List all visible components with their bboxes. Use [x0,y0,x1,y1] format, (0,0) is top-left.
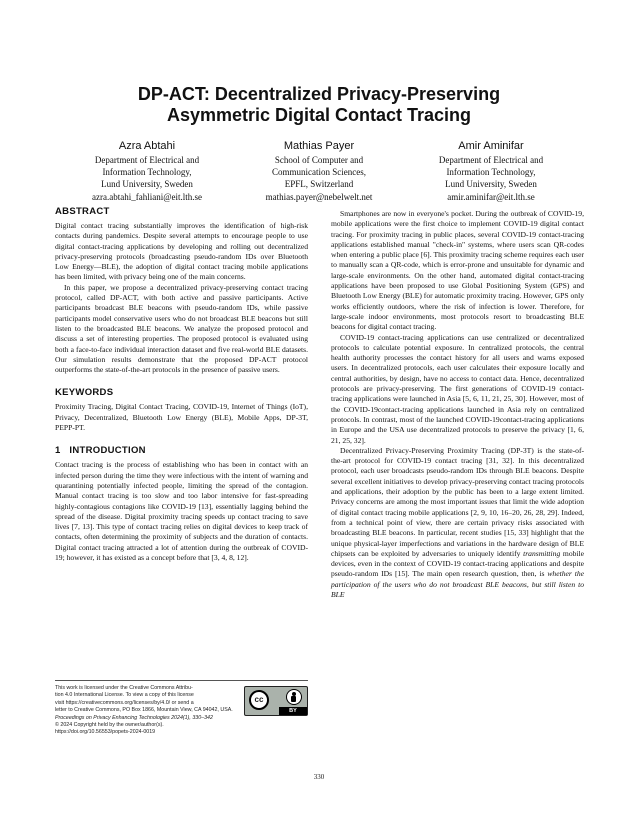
author-affiliation-line: School of Computer and [274,155,364,165]
paragraph-3-text: Decentralized Privacy-Preserving Proximity Tracing (DP-3T) is the state-of-the-art protocol for COVID-19 contact tracing [31, 32]. In this decentralized protocol, each user broadcasts pseudo-random IDs through BLE beacons. Despite several excellent initiatives to develop privacy-preserving contact tracing protocols and applications, their adoption by the public has been to a large extent limited. Privacy concerns are among the most important issues that limit the wide adoption of digital contact tracing mobile applications [2, 9, 10, 16–20, 26, 28, 29]. Indeed, from a technical point of view, there are certain privacy risks associated with broadcasting BLE beacons. In particular, recent studies [15, 33] highlight that the unique physical-layer imperfections and variations in the hardware design of BLE chipsets can be exploited by adversaries to uniquely identify [331,445,584,558]
research-question: whether the participation of the users who do not broadcast BLE beacons, but still listen to BLE [331,569,585,599]
keywords-heading: KEYWORDS [55,387,114,399]
author-3 [391,139,591,203]
paper-title [0,84,638,126]
doi-link[interactable]: https://doi.org/10.56553/popets-2024-0019 [55,729,156,736]
author-email: azra.abtahi_fahliani@eit.lth.se [92,191,202,202]
author-2 [219,139,419,203]
title-line-2: Asymmetric Digital Contact Tracing [166,105,472,125]
badge-by-label: BY [279,707,307,715]
keywords-section [55,387,308,433]
page-number: 330 [313,773,325,781]
author-affiliation-line: Department of Electrical and [438,155,544,165]
introduction-section [55,445,308,563]
author-name: Mathias Payer [283,140,355,152]
author-email: amir.aminifar@eit.lth.se [447,191,535,202]
abstract-paragraph-2: In this paper, we propose a decentralized privacy-preserving contact tracing protocol, called DP-ACT, with both active and passive participants. Active participants broadcast BLE beacons with pseudo-random IDs, while passive participants model conservative users who do not broadcast BLE beacons but still listen to the broadcasted BLE beacons. We analyze the proposed protocol and discuss a set of interesting properties. The proposed protocol is evaluated using both a face-to-face individual interaction dataset and five real-world BLE datasets. Our simulation results demonstrate that the proposed DP-ACT protocol outperforms the state-of-the-art protocols in the presence of passive users. [55,282,308,375]
author-1 [47,139,247,203]
introduction-paragraph: Contact tracing is the process of establishing who has been in contact with an infected person during the time they were infectious with the intent of warning and quarantining potentially infected people, limiting the spread of the contagion. Manual contact tracing is too slow and too labor intensive for fast-spreading highly-contagious contagions like COVID-19 [13], essentially lagging behind the spread of the disease. Digital proximity tracing speeds up contact tracing to save lives [7, 13]. This type of contact tracing relies on digital devices to keep track of contacts, often determining the proximity of subjects and the duration of contacts. Digital contact tracing attracted a lot of attention during the outbreak of COVID-19; however, it has existed as a concept before that [3, 4, 8, 12]. [55,460,308,563]
abstract-paragraph-1: Digital contact tracing substantially improves the identification of high-risk contacts during pandemics. Despite several attempts to encourage people to use digital contact-tracing applications by developing and rolling out decentralized privacy-preserving protocols (broadcasting pseudo-random IDs over Bluetooth Low Energy—BLE), the adoption of digital contact tracing mobile applications has been limited, with privacy being one of the main concerns. [55,221,308,282]
introduction-heading: 1 INTRODUCTION [55,445,146,457]
proceedings-line: Proceedings on Privacy Enhancing Technologies 2024(1), 330–342 [55,714,213,721]
author-affiliation-line: Communication Sciences, [272,167,366,178]
author-affiliation-line: Information Technology, [102,167,192,178]
body-paragraph-3 [331,446,584,600]
license-line: This work is licensed under the Creative Commons Attribu- [55,685,193,691]
author-email: mathias.payer@nebelwelt.net [265,191,373,202]
cc-by-license-icon[interactable] [244,686,308,716]
author-name: Amir Aminifar [458,140,524,152]
license-text [55,685,240,707]
keywords-text: Proximity Tracing, Digital Contact Tracing, COVID-19, Internet of Things (IoT), Privacy, Decentralized, Bluetooth Low Energy (BLE), Mobile Apps, DP-3T, PEPP-PT. [55,402,308,433]
paragraph-3-tail: mobile devices, even in the context of COVID-19 contact-tracing applications and despite pseudo-random IDs [15]. The main open research question, then, is [331,548,584,579]
left-column [55,206,308,563]
author-name: Azra Abtahi [118,140,176,152]
right-column [331,209,584,600]
copyright-line: © 2024 Copyright held by the owner/author(s). [55,722,164,729]
body-paragraph-2: COVID-19 contact-tracing applications can use centralized or decentralized protocols to calculate potential exposure. In centralized protocols, the central health authority processes the contact history for all users and warns exposed users. In decentralized protocols, each user calculates their exposure locally and central authorities, by design, have no access to contact data. Hence, decentralized protocols are privacy-preserving. The first generations of COVID-19 contact-tracing applications were launched in Asia [5, 6, 11, 21, 25, 30]. However, most of the COVID-19contact-tracing applications launched in Asia rely on centralized protocols. In contrast, most of the launched COVID-19contact-tracing applications in Europe and the USA use decentralized protocols to preserve the privacy [1, 6, 21, 25, 32]. [331,332,584,445]
license-footnote [55,680,308,737]
author-affiliation-line: Lund University, Sweden [445,179,537,190]
author-affiliation-line: Information Technology, [446,167,536,178]
emphasis-transmitting: transmitting [523,548,561,558]
author-affiliation-line: EPFL, Switzerland [284,179,354,190]
creative-commons-icon: cc [249,690,269,710]
title-line-1: DP-ACT: Decentralized Privacy-Preserving [137,84,501,104]
author-affiliation-line: Lund University, Sweden [101,179,193,190]
abstract-heading: ABSTRACT [55,206,110,217]
body-paragraph-1: Smartphones are now in everyone's pocket. During the outbreak of COVID-19, mobile applications were the first choice to implement COVID-19 digital contact tracing. For proximity tracing in public places, several COVID-19 contact-tracing applications established manual "check-in" systems, where users scan QR-codes when entering a public place [6]. This proximity tracing scheme requires each user to manually scan a QR-code, which is error-prone and unsuitable for dynamic and large-scale environments. On the other hand, automated digital contact-tracing applications have been proposed to use Global Positioning System (GPS) and Bluetooth Low Energy (BLE) for automatic proximity tracing. However, GPS only works efficiently outdoors, where the risk of infection is lower. Therefore, for large-scale indoor environments, most protocols resort to broadcasting BLE beacons for digital contact tracing. [331,209,584,332]
license-line: visit https://creativecommons.org/licenses/by/4.0/ or send a [55,699,194,706]
author-affiliation-line: Department of Electrical and [94,155,200,165]
attribution-person-icon [286,689,302,705]
license-line: letter to Creative Commons, PO Box 1866, Mountain View, CA 94042, USA. [55,707,233,714]
license-line: tion 4.0 International License. To view a copy of this license [55,692,194,699]
